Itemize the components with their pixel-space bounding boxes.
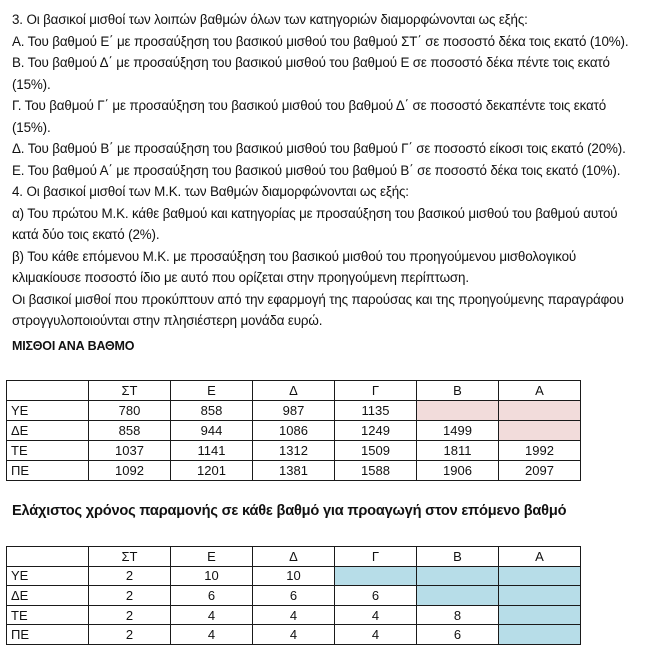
- paragraph-line: α) Του πρώτου Μ.Κ. κάθε βαθμού και κατηγορίας με προσαύξηση του βασικού μισθού του βαθμού αυτού: [12, 205, 618, 221]
- paragraph-line: β) Του κάθε επόμενου Μ.Κ. με προσαύξηση του βασικού μισθού του προηγούμενου μισθολογικού: [12, 248, 577, 264]
- paragraph-line: Α. Του βαθμού Ε΄ με προσαύξηση του βασικού μισθού του βαθμού ΣΤ΄ σε ποσοστό δέκα τοις εκατό (10%).: [12, 33, 629, 49]
- shaded-cell: [499, 401, 581, 421]
- table-cell: 1381: [253, 461, 335, 481]
- table-row: [7, 421, 581, 441]
- table-cell: 4: [335, 625, 417, 645]
- table-row: [7, 401, 581, 421]
- table-cell: 4: [253, 625, 335, 645]
- paragraph-line: στρογγυλοποιούνται στην πλησιέστερη μονάδα ευρώ.: [12, 313, 323, 328]
- paragraph-line: Β. Του βαθμού Δ΄ με προσαύξηση του βασικού μισθού του βαθμού Ε σε ποσοστό δέκα πέντε τοις εκατό: [12, 55, 610, 70]
- shaded-cell: [335, 566, 417, 586]
- table-cell: 4: [171, 605, 253, 625]
- shaded-cell: [417, 401, 499, 421]
- paragraph-line: 3. Οι βασικοί μισθοί των λοιπών βαθμών όλων των κατηγοριών διαμορφώνονται ως εξής:: [12, 12, 528, 27]
- table-row: [7, 441, 581, 461]
- table-cell: 2: [89, 605, 171, 625]
- table-cell: 2: [89, 625, 171, 645]
- header-cell: Γ: [335, 547, 417, 567]
- table-cell: 858: [89, 421, 171, 441]
- paragraph-line: Δ. Του βαθμού Β΄ με προσαύξηση του βασικού μισθού του βαθμού Γ΄ σε ποσοστό είκοσι τοις εκατό (20%).: [12, 141, 626, 156]
- row-label: ΤΕ: [7, 605, 89, 625]
- promotion-time-table: [6, 546, 581, 645]
- header-cell: Δ: [253, 381, 335, 401]
- table-cell: 6: [417, 625, 499, 645]
- table-cell: 1312: [253, 441, 335, 461]
- salary-table-title: ΜΙΣΘΟΙ ΑΝΑ ΒΑΘΜΟ: [12, 339, 135, 353]
- table-cell: 8: [417, 605, 499, 625]
- shaded-cell: [499, 566, 581, 586]
- header-cell: Α: [499, 381, 581, 401]
- table-row: [7, 566, 581, 586]
- header-cell: Α: [499, 547, 581, 567]
- table-cell: 1135: [335, 401, 417, 421]
- shaded-cell: [499, 586, 581, 606]
- row-label: ΥΕ: [7, 401, 89, 421]
- paragraph-line: Οι βασικοί μισθοί που προκύπτουν από την εφαρμογή της παρούσας και της προηγούμενης παραγράφου: [12, 291, 624, 307]
- table-cell: 1141: [171, 441, 253, 461]
- paragraph-line: 4. Οι βασικοί μισθοί των Μ.Κ. των Βαθμών διαμορφώνονται ως εξής:: [12, 184, 409, 199]
- header-cell: [7, 381, 89, 401]
- table-cell: 1037: [89, 441, 171, 461]
- header-cell: Β: [417, 381, 499, 401]
- row-label: ΤΕ: [7, 441, 89, 461]
- table-cell: 1249: [335, 421, 417, 441]
- table-cell: 1509: [335, 441, 417, 461]
- shaded-cell: [417, 566, 499, 586]
- table-header-row: [7, 381, 581, 401]
- table-cell: 6: [171, 586, 253, 606]
- table-cell: 1092: [89, 461, 171, 481]
- table-cell: 944: [171, 421, 253, 441]
- table-cell: 1811: [417, 441, 499, 461]
- table-cell: 10: [171, 566, 253, 586]
- row-label: ΔΕ: [7, 586, 89, 606]
- table-cell: 1992: [499, 441, 581, 461]
- table-cell: 858: [171, 401, 253, 421]
- table-cell: 10: [253, 566, 335, 586]
- table-cell: 780: [89, 401, 171, 421]
- table-row: [7, 461, 581, 481]
- paragraph-line: κλιμακίουσε ποσοστό ίδιο με αυτό που ορίζεται στην προηγούμενη περίπτωση.: [12, 270, 469, 285]
- paragraph-line: κατά δύο τοις εκατό (2%).: [12, 227, 160, 242]
- row-label: ΥΕ: [7, 566, 89, 586]
- shaded-cell: [499, 421, 581, 441]
- table-cell: 2097: [499, 461, 581, 481]
- table-cell: 1588: [335, 461, 417, 481]
- legal-text-body: [12, 9, 660, 332]
- salary-table: [6, 380, 581, 481]
- paragraph-line: Γ. Του βαθμού Γ΄ με προσαύξηση του βασικού μισθού του βαθμού Δ΄ σε ποσοστό δεκαπέντε τοις εκατό: [12, 98, 607, 113]
- table-cell: 1086: [253, 421, 335, 441]
- table-cell: 4: [253, 605, 335, 625]
- table-cell: 6: [335, 586, 417, 606]
- table-row: [7, 605, 581, 625]
- table-header-row: [7, 547, 581, 567]
- table-cell: 1201: [171, 461, 253, 481]
- table-cell: 2: [89, 586, 171, 606]
- header-cell: Β: [417, 547, 499, 567]
- table-cell: 4: [335, 605, 417, 625]
- header-cell: [7, 547, 89, 567]
- shaded-cell: [499, 625, 581, 645]
- table-cell: 2: [89, 566, 171, 586]
- paragraph-line: (15%).: [12, 119, 51, 135]
- header-cell: ΣΤ: [89, 381, 171, 401]
- header-cell: ΣΤ: [89, 547, 171, 567]
- table-cell: 987: [253, 401, 335, 421]
- row-label: ΠΕ: [7, 625, 89, 645]
- paragraph-line: (15%).: [12, 76, 51, 92]
- header-cell: Ε: [171, 381, 253, 401]
- row-label: ΔΕ: [7, 421, 89, 441]
- header-cell: Γ: [335, 381, 417, 401]
- shaded-cell: [499, 605, 581, 625]
- table-cell: 1906: [417, 461, 499, 481]
- table-row: [7, 625, 581, 645]
- header-cell: Δ: [253, 547, 335, 567]
- table-cell: 4: [171, 625, 253, 645]
- table-cell: 6: [253, 586, 335, 606]
- paragraph-line: Ε. Του βαθμού Α΄ με προσαύξηση του βασικού μισθού του βαθμού Β΄ σε ποσοστό δέκα τοις εκατό (10%).: [12, 162, 621, 178]
- table-row: [7, 586, 581, 606]
- header-cell: Ε: [171, 547, 253, 567]
- shaded-cell: [417, 586, 499, 606]
- time-table-title: Ελάχιστος χρόνος παραμονής σε κάθε βαθμό για προαγωγή στον επόμενο βαθμό: [12, 503, 567, 519]
- row-label: ΠΕ: [7, 461, 89, 481]
- table-cell: 1499: [417, 421, 499, 441]
